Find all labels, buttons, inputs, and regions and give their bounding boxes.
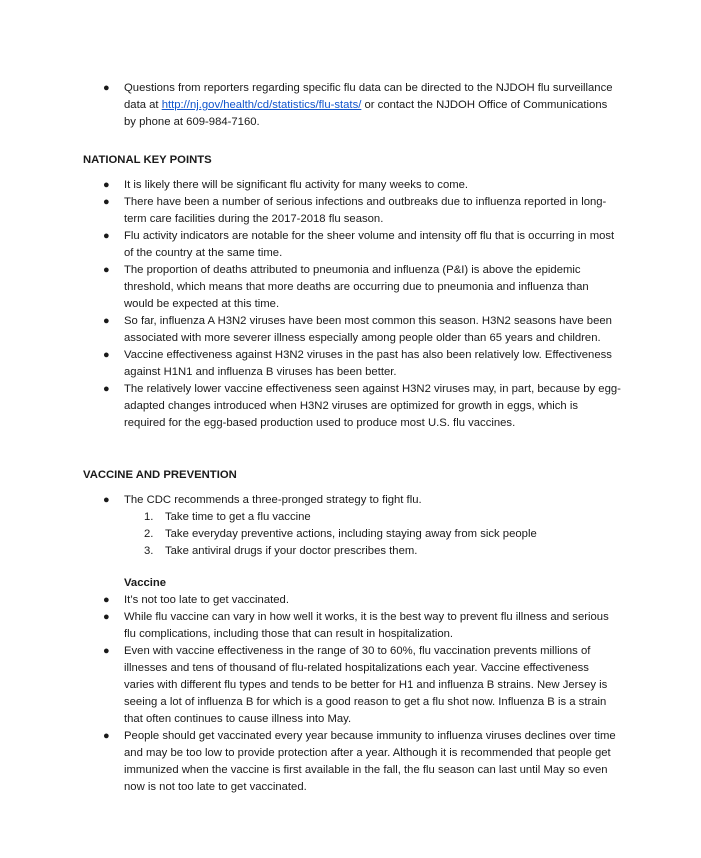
- bullet-icon: ●: [103, 196, 110, 208]
- list-item: [0, 643, 701, 728]
- bullet-icon: ●: [103, 349, 110, 361]
- bullet-text: While flu vaccine can vary in how well it works, it is the best way to prevent flu illness and serious flu complications, including those that can result in hospitalization.: [124, 611, 609, 640]
- vaccine-bullets: [0, 592, 701, 796]
- bullet-text: So far, influenza A H3N2 viruses have been most common this season. H3N2 seasons have been associated with more severer illness especially among people older than 65 years and children.: [124, 315, 612, 344]
- item-text: Take time to get a flu vaccine: [165, 511, 311, 523]
- bullet-icon: ●: [103, 494, 110, 506]
- bullet-icon: ●: [103, 611, 110, 623]
- list-item: [0, 347, 701, 381]
- bullet-icon: ●: [103, 315, 110, 327]
- numbered-item: [0, 526, 701, 543]
- bullet-text: The relatively lower vaccine effectiveness seen against H3N2 viruses may, in part, because by egg-adapted changes introduced when H3N2 viruses are optimized for growth in eggs, which is required for the egg-based production used to produce most U.S. flu vaccines.: [124, 383, 621, 429]
- vaccine-subheading: Vaccine: [124, 577, 167, 589]
- item-text: Take antiviral drugs if your doctor prescribes them.: [165, 545, 418, 557]
- bullet-icon: ●: [103, 383, 110, 395]
- bullet-text: Vaccine effectiveness against H3N2 viruses in the past has also been relatively low. Effectiveness against H1N1 and influenza B viruses has been better.: [124, 349, 612, 378]
- cdc-strategy-section: [0, 492, 701, 560]
- bullet-icon: ●: [103, 730, 110, 742]
- bullet-text: The proportion of deaths attributed to pneumonia and influenza (P&I) is above the epidemic threshold, which means that more deaths are occurring due to pneumonia and influenza than would be expected at this time.: [124, 264, 589, 310]
- item-number: 3.: [144, 545, 154, 557]
- item-text: Take everyday preventive actions, including staying away from sick people: [165, 528, 537, 540]
- bullet-text: Even with vaccine effectiveness in the range of 30 to 60%, flu vaccination prevents millions of illnesses and tens of thousand of flu-related hospitalizations each year. Vaccine effectiveness varies with different flu types and tends to be better for H1 and influenza B strains. New Jersey is seeing a lot of influenza B for which is a good reason to get a flu shot now. Influenza B is a strain that often continues to cause illness into May.: [124, 645, 608, 725]
- item-number: 2.: [144, 528, 154, 540]
- national-bullets: [0, 177, 701, 432]
- bullet-text: Flu activity indicators are notable for the sheer volume and intensity off flu that is occurring in most of the country at the same time.: [124, 230, 615, 259]
- list-item: [0, 592, 701, 609]
- bullet-text: The CDC recommends a three-pronged strategy to fight flu.: [124, 494, 422, 506]
- flu-stats-link[interactable]: http://nj.gov/health/cd/statistics/flu-stats/: [161, 99, 362, 111]
- intro-text-before-link: Questions from reporters regarding specific flu data can be directed to the NJDOH flu surveillance data at: [124, 82, 613, 111]
- bullet-text: It’s not too late to get vaccinated.: [124, 594, 289, 606]
- list-item: [0, 80, 701, 131]
- list-item: [0, 262, 701, 313]
- list-item: [0, 381, 701, 432]
- list-item: [0, 228, 701, 262]
- bullet-icon: ●: [103, 82, 110, 94]
- list-item: [0, 177, 701, 194]
- national-key-points-heading: NATIONAL KEY POINTS: [83, 154, 212, 166]
- bullet-text: There have been a number of serious infections and outbreaks due to influenza reported in long-term care facilities during the 2017-2018 flu season.: [124, 196, 607, 225]
- bullet-icon: ●: [103, 594, 110, 606]
- bullet-icon: ●: [103, 230, 110, 242]
- intro-text-after-link: or contact the NJDOH Office of Communications by phone at 609-984-7160.: [124, 99, 608, 128]
- vaccine-prevention-heading: VACCINE AND PREVENTION: [83, 469, 237, 481]
- bullet-icon: ●: [103, 645, 110, 657]
- intro-section: [0, 80, 701, 131]
- numbered-item: [0, 509, 701, 526]
- bullet-text: People should get vaccinated every year because immunity to influenza viruses declines over time and may be too low to provide protection after a year. Although it is recommended that people get immunized when the vaccine is first available in the fall, the flu season can last until May so even now is not too late to get vaccinated.: [124, 730, 616, 793]
- numbered-item: [0, 543, 701, 560]
- list-item: [0, 492, 701, 509]
- list-item: [0, 313, 701, 347]
- bullet-icon: ●: [103, 264, 110, 276]
- bullet-icon: ●: [103, 179, 110, 191]
- bullet-text: It is likely there will be significant flu activity for many weeks to come.: [124, 179, 469, 191]
- list-item: [0, 728, 701, 796]
- item-number: 1.: [144, 511, 154, 523]
- list-item: [0, 609, 701, 643]
- list-item: [0, 194, 701, 228]
